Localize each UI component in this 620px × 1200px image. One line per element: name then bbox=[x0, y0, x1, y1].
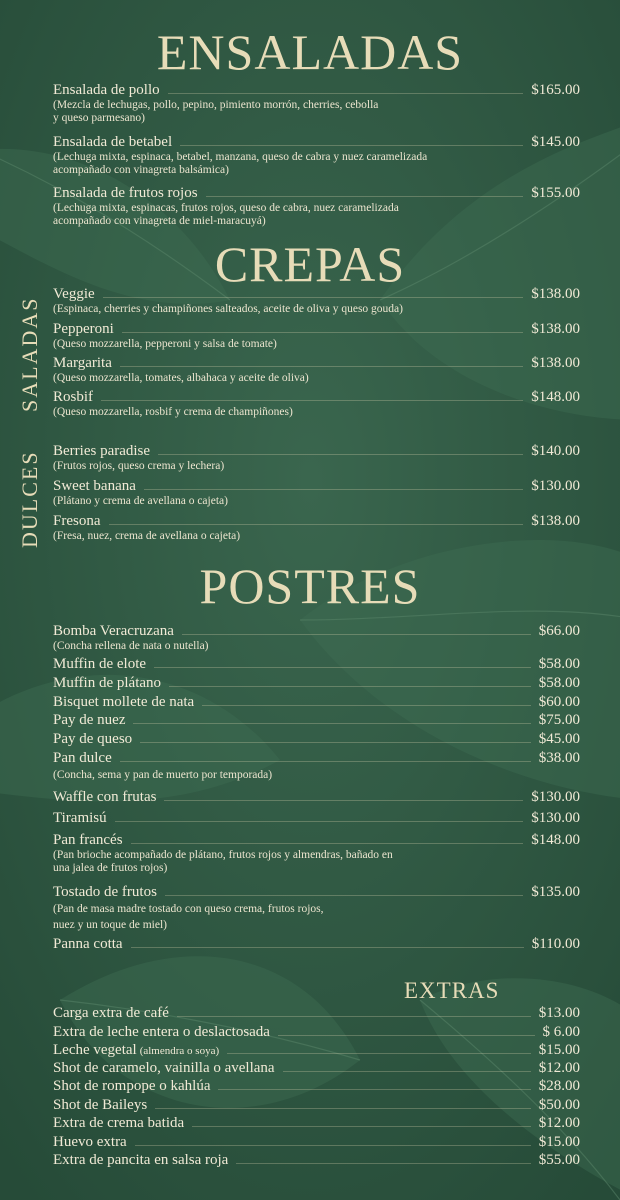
item-price: $45.00 bbox=[538, 731, 580, 747]
menu-item bbox=[53, 1097, 580, 1114]
item-price: $130.00 bbox=[531, 810, 580, 826]
menu-item bbox=[53, 82, 580, 125]
menu-item bbox=[53, 513, 580, 543]
item-name: Berries paradise bbox=[53, 443, 151, 459]
menu-item bbox=[53, 884, 580, 933]
menu-item bbox=[53, 656, 580, 673]
menu-item bbox=[53, 1042, 580, 1060]
item-name: Veggie bbox=[53, 286, 95, 302]
item-name: Sweet banana bbox=[53, 478, 136, 494]
menu-item bbox=[53, 478, 580, 508]
item-price: $50.00 bbox=[538, 1097, 580, 1113]
menu-item bbox=[53, 1134, 580, 1151]
menu-item bbox=[53, 731, 580, 748]
menu-item bbox=[53, 675, 580, 692]
postres-heading: POSTRES bbox=[199, 558, 421, 614]
menu-item bbox=[53, 750, 580, 782]
item-name: Pay de nuez bbox=[53, 712, 126, 728]
item-price: $130.00 bbox=[531, 789, 580, 805]
item-description: (Pan brioche acompañado de plátano, frutos rojos y almendras, bañado en una jalea de frutos rojos) bbox=[53, 849, 393, 874]
item-name: Bomba Veracruzana bbox=[53, 623, 174, 639]
item-name: Tostado de frutos bbox=[53, 884, 157, 900]
item-description: (Frutos rojos, queso crema y lechera) bbox=[53, 460, 225, 472]
item-description: (Queso mozzarella, pepperoni y salsa de tomate) bbox=[53, 338, 277, 350]
crepas-heading: CREPAS bbox=[214, 236, 406, 292]
item-price: $110.00 bbox=[531, 936, 580, 952]
menu-item bbox=[53, 1024, 580, 1041]
item-description: (Concha rellena de nata o nutella) bbox=[53, 640, 209, 652]
item-price: $130.00 bbox=[531, 478, 580, 494]
menu-item bbox=[53, 832, 580, 875]
crepas-dulces-label: DULCES bbox=[17, 450, 42, 548]
item-price: $75.00 bbox=[538, 712, 580, 728]
item-price: $15.00 bbox=[538, 1134, 580, 1150]
item-name: Extra de crema batida bbox=[53, 1115, 185, 1131]
item-name: Panna cotta bbox=[53, 936, 123, 952]
item-price: $55.00 bbox=[538, 1152, 580, 1168]
menu-item bbox=[53, 1078, 580, 1095]
item-price: $38.00 bbox=[538, 750, 580, 766]
item-name: Extra de pancita en salsa roja bbox=[53, 1152, 229, 1168]
crepas-saladas-label: SALADAS bbox=[17, 296, 42, 412]
item-name: Waffle con frutas bbox=[53, 789, 157, 805]
item-description: (Fresa, nuez, crema de avellana o cajeta) bbox=[53, 530, 241, 542]
menu-item bbox=[53, 810, 580, 827]
item-name: Pan dulce bbox=[53, 750, 112, 766]
menu-item bbox=[53, 321, 580, 351]
menu-item bbox=[53, 185, 580, 228]
item-price: $165.00 bbox=[531, 82, 580, 98]
item-price: $138.00 bbox=[531, 513, 580, 529]
item-price: $138.00 bbox=[531, 321, 580, 337]
menu-item bbox=[53, 694, 580, 711]
item-price: $148.00 bbox=[531, 389, 580, 405]
item-name: Bisquet mollete de nata bbox=[53, 694, 195, 710]
menu-item bbox=[53, 623, 580, 653]
item-price: $58.00 bbox=[538, 675, 580, 691]
item-name: Pepperoni bbox=[53, 321, 114, 337]
item-name: Rosbif bbox=[53, 389, 94, 405]
item-price: $66.00 bbox=[538, 623, 580, 639]
item-name: Pan francés bbox=[53, 832, 123, 848]
item-price: $60.00 bbox=[538, 694, 580, 710]
item-description: (Plátano y crema de avellana o cajeta) bbox=[53, 495, 228, 507]
item-name: Shot de rompope o kahlúa bbox=[53, 1078, 211, 1094]
item-price: $12.00 bbox=[538, 1060, 580, 1076]
item-price: $138.00 bbox=[531, 286, 580, 302]
item-price: $148.00 bbox=[531, 832, 580, 848]
item-description: (Mezcla de lechugas, pollo, pepino, pimiento morrón, cherries, cebolla y queso parmesano) bbox=[53, 99, 379, 124]
item-price: $28.00 bbox=[538, 1078, 580, 1094]
menu-item bbox=[53, 286, 580, 316]
item-price: $58.00 bbox=[538, 656, 580, 672]
item-name: Leche vegetal bbox=[53, 1042, 137, 1058]
item-price: $155.00 bbox=[531, 185, 580, 201]
item-description: (Espinaca, cherries y champiñones salteados, aceite de oliva y queso gouda) bbox=[53, 303, 403, 315]
menu-item bbox=[53, 712, 580, 729]
item-name: Fresona bbox=[53, 513, 101, 529]
menu-item bbox=[53, 355, 580, 385]
item-price: $138.00 bbox=[531, 355, 580, 371]
item-name: Muffin de elote bbox=[53, 656, 147, 672]
menu-item bbox=[53, 1115, 580, 1132]
item-description: (Lechuga mixta, espinacas, frutos rojos, queso de cabra, nuez caramelizada acompañado con vinagreta de miel-maracuyá) bbox=[53, 202, 399, 227]
item-price: $140.00 bbox=[531, 443, 580, 459]
extras-heading: EXTRAS bbox=[404, 978, 500, 1003]
menu-item bbox=[53, 1005, 580, 1022]
item-name: Extra de leche entera o deslactosada bbox=[53, 1024, 270, 1040]
menu-item bbox=[53, 134, 580, 177]
menu-item bbox=[53, 936, 580, 953]
item-note: (almendra o soya) bbox=[139, 1045, 220, 1057]
item-price: $12.00 bbox=[538, 1115, 580, 1131]
item-name: Muffin de plátano bbox=[53, 675, 162, 691]
item-name: Shot de Baileys bbox=[53, 1097, 148, 1113]
item-price: $145.00 bbox=[531, 134, 580, 150]
item-name: Ensalada de pollo bbox=[53, 82, 160, 98]
menu-item bbox=[53, 789, 580, 806]
item-price: $135.00 bbox=[531, 884, 580, 900]
item-name: Shot de caramelo, vainilla o avellana bbox=[53, 1060, 275, 1076]
item-price: $13.00 bbox=[538, 1005, 580, 1021]
menu-item bbox=[53, 1060, 580, 1077]
menu-item bbox=[53, 1152, 580, 1169]
menu-item bbox=[53, 389, 580, 419]
item-description: (Queso mozzarella, tomates, albahaca y aceite de oliva) bbox=[53, 372, 309, 384]
item-name: Carga extra de café bbox=[53, 1005, 169, 1021]
item-description: (Lechuga mixta, espinaca, betabel, manzana, queso de cabra y nuez caramelizada acompañado con vinagreta balsámica) bbox=[53, 151, 428, 176]
ensaladas-heading: ENSALADAS bbox=[156, 24, 464, 80]
item-name: Ensalada de frutos rojos bbox=[53, 185, 198, 201]
item-description: (Queso mozzarella, rosbif y crema de champiñones) bbox=[53, 406, 293, 418]
item-price: $15.00 bbox=[538, 1042, 580, 1058]
item-description: (Pan de masa madre tostado con queso crema, frutos rojos, nuez y un toque de miel) bbox=[53, 903, 324, 931]
item-name: Margarita bbox=[53, 355, 112, 371]
item-price: $ 6.00 bbox=[542, 1024, 580, 1040]
item-name: Huevo extra bbox=[53, 1134, 127, 1150]
menu-item bbox=[53, 443, 580, 473]
item-name: Tiramisú bbox=[53, 810, 107, 826]
item-name: Ensalada de betabel bbox=[53, 134, 173, 150]
item-description: (Concha, sema y pan de muerto por temporada) bbox=[53, 769, 273, 781]
item-name: Pay de queso bbox=[53, 731, 133, 747]
